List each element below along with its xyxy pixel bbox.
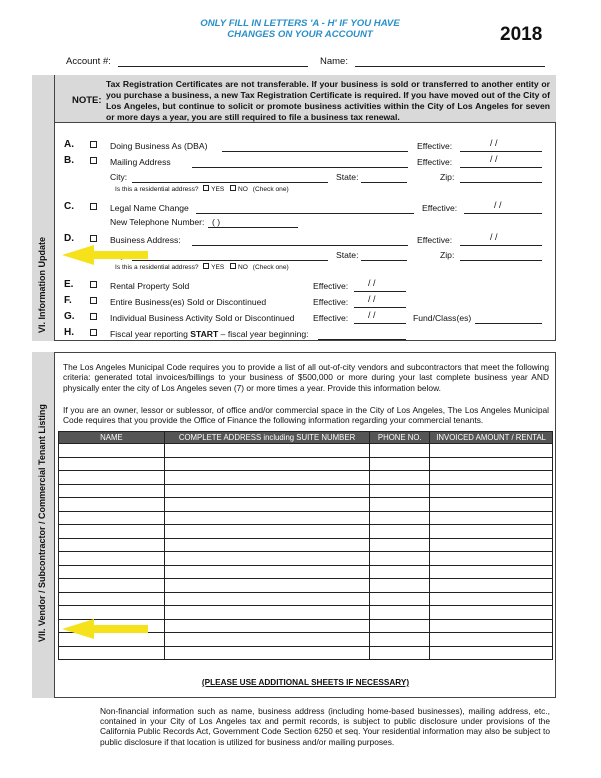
item-d-label: Business Address: <box>110 235 181 245</box>
item-a-date-slashes: / / <box>490 138 498 148</box>
address-cell[interactable] <box>164 444 370 458</box>
name-cell[interactable] <box>59 646 165 660</box>
phone-cell[interactable] <box>370 606 430 620</box>
item-c-checkbox[interactable] <box>90 203 97 210</box>
item-b-effective-field[interactable] <box>460 167 542 168</box>
phone-cell[interactable] <box>370 498 430 512</box>
name-cell[interactable] <box>59 444 165 458</box>
amount-cell[interactable] <box>430 538 553 552</box>
account-label: Account #: <box>66 56 111 67</box>
item-c-letter: C. <box>64 201 74 212</box>
section7-side-label: VII. Vendor / Subcontractor / Commercial Tenant Listing <box>37 404 47 642</box>
name-cell[interactable] <box>59 471 165 485</box>
item-b-state-field[interactable] <box>361 182 407 183</box>
item-d-effective-label: Effective: <box>417 235 453 245</box>
phone-cell[interactable] <box>370 633 430 647</box>
item-c-date-slashes: / / <box>494 200 502 210</box>
section7-paragraph-2: If you are an owner, lessor or sublessor, of office and/or commercial space in the City of Los Angeles, The Los Angeles Municipal Code requires that you provide the Office of Finance the following information regarding your commercial tenants. <box>63 405 549 426</box>
table-row <box>59 498 553 512</box>
address-cell[interactable] <box>164 592 370 606</box>
item-b-letter: B. <box>64 155 74 166</box>
amount-cell[interactable] <box>430 592 553 606</box>
item-b-check-one: (Check one) <box>252 186 289 193</box>
item-h-label-start: START <box>190 329 219 339</box>
header-notice-line1: ONLY FILL IN LETTERS 'A - H' IF YOU HAVE <box>200 18 400 29</box>
item-b-checkbox[interactable] <box>90 157 97 164</box>
column-header-name: NAME <box>59 432 165 444</box>
item-e-checkbox[interactable] <box>90 281 97 288</box>
item-b-zip-field[interactable] <box>460 182 542 183</box>
item-a-effective-label: Effective: <box>417 141 453 151</box>
item-a-checkbox[interactable] <box>90 141 97 148</box>
item-a-label: Doing Business As (DBA) <box>110 141 208 151</box>
name-cell[interactable] <box>59 565 165 579</box>
item-c-phone-field[interactable] <box>208 227 298 228</box>
amount-cell[interactable] <box>430 525 553 539</box>
item-d-residential-question: Is this a residential address? <box>115 264 199 271</box>
phone-cell[interactable] <box>370 592 430 606</box>
phone-cell[interactable] <box>370 552 430 566</box>
amount-cell[interactable] <box>430 606 553 620</box>
header-notice-line2: CHANGES ON YOUR ACCOUNT <box>227 29 373 40</box>
section6-side-label: VI. Information Update <box>37 236 47 333</box>
table-row <box>59 592 553 606</box>
item-g-date-slashes: / / <box>368 310 376 320</box>
address-cell[interactable] <box>164 498 370 512</box>
amount-cell[interactable] <box>430 484 553 498</box>
item-d-state-field[interactable] <box>361 260 407 261</box>
item-b-residential-question: Is this a residential address? <box>115 186 199 193</box>
column-header-address: COMPLETE ADDRESS including SUITE NUMBER <box>164 432 370 444</box>
section6-side-panel <box>32 75 55 341</box>
table-row <box>59 525 553 539</box>
address-cell[interactable] <box>164 619 370 633</box>
item-d-effective-field[interactable] <box>460 245 542 246</box>
address-cell[interactable] <box>164 646 370 660</box>
item-f-effective-field[interactable] <box>354 307 406 308</box>
phone-cell[interactable] <box>370 538 430 552</box>
table-row <box>59 565 553 579</box>
item-b-yes-label: YES <box>211 186 225 193</box>
phone-cell[interactable] <box>370 619 430 633</box>
item-b-field[interactable] <box>192 167 408 168</box>
item-c-effective-label: Effective: <box>422 203 458 213</box>
amount-cell[interactable] <box>430 444 553 458</box>
item-b-no-label: NO <box>238 186 248 193</box>
table-row <box>59 606 553 620</box>
phone-cell[interactable] <box>370 565 430 579</box>
item-g-fund-field[interactable] <box>475 323 542 324</box>
item-d-yes-label: YES <box>211 264 225 271</box>
additional-sheets-text: (PLEASE USE ADDITIONAL SHEETS IF NECESSARY) <box>201 678 410 687</box>
item-g-effective-label: Effective: <box>313 313 349 323</box>
item-f-checkbox[interactable] <box>90 297 97 304</box>
note-label: NOTE: <box>72 95 102 106</box>
additional-sheets-note <box>58 678 553 687</box>
address-cell[interactable] <box>164 633 370 647</box>
item-b-zip-label: Zip: <box>440 172 455 182</box>
item-c-label: Legal Name Change <box>110 203 189 213</box>
item-g-effective-field[interactable] <box>354 323 406 324</box>
phone-cell[interactable] <box>370 646 430 660</box>
address-cell[interactable] <box>164 471 370 485</box>
item-f-label: Entire Business(es) Sold or Discontinued <box>110 297 267 307</box>
table-row <box>59 511 553 525</box>
amount-cell[interactable] <box>430 552 553 566</box>
item-b-city-field[interactable] <box>132 182 328 183</box>
table-row <box>59 646 553 660</box>
address-cell[interactable] <box>164 579 370 593</box>
item-b-label: Mailing Address <box>110 157 171 167</box>
item-h-label <box>110 329 309 339</box>
item-d-checkbox[interactable] <box>90 235 97 242</box>
item-h-field[interactable] <box>318 339 406 340</box>
item-h-label-pre: Fiscal year reporting <box>110 329 191 339</box>
item-f-effective-label: Effective: <box>313 297 349 307</box>
item-h-letter: H. <box>64 327 74 338</box>
amount-cell[interactable] <box>430 471 553 485</box>
address-cell[interactable] <box>164 538 370 552</box>
item-d-date-slashes: / / <box>490 232 498 242</box>
phone-cell[interactable] <box>370 511 430 525</box>
table-row <box>59 552 553 566</box>
column-header-amount: INVOICED AMOUNT / RENTAL <box>430 432 553 444</box>
item-f-date-slashes: / / <box>368 294 376 304</box>
item-d-no-checkbox[interactable] <box>230 263 236 269</box>
item-a-letter: A. <box>64 139 74 150</box>
table-row <box>59 471 553 485</box>
item-h-label-post: – fiscal year beginning: <box>218 329 309 339</box>
item-d-zip-field[interactable] <box>460 260 542 261</box>
address-cell[interactable] <box>164 484 370 498</box>
address-cell[interactable] <box>164 525 370 539</box>
name-field[interactable] <box>355 66 545 67</box>
address-cell[interactable] <box>164 511 370 525</box>
phone-cell[interactable] <box>370 457 430 471</box>
table-row <box>59 579 553 593</box>
phone-cell[interactable] <box>370 525 430 539</box>
header-notice <box>150 18 450 40</box>
note-text: Tax Registration Certificates are not transferable. If your business is sold or transferred to another entity or you purchase a business, a new Tax Registration Certificate is required. If you have moved out of the City of Los Angeles, but continue to solicit or promote business activities within the City of Los Angeles for seven or more days a year, you are still required to file a business tax renewal. <box>106 79 550 122</box>
item-c-phone-label: New Telephone Number: <box>110 217 205 227</box>
item-g-fund-label: Fund/Class(es) <box>413 313 472 323</box>
table-row <box>59 484 553 498</box>
form-year: 2018 <box>500 24 543 45</box>
item-e-effective-field[interactable] <box>354 291 406 292</box>
item-d-letter: D. <box>64 233 74 244</box>
phone-cell[interactable] <box>370 484 430 498</box>
name-cell[interactable] <box>59 457 165 471</box>
item-c-field[interactable] <box>196 213 414 214</box>
item-c-effective-field[interactable] <box>464 213 542 214</box>
item-d-check-one: (Check one) <box>252 264 289 271</box>
phone-cell[interactable] <box>370 471 430 485</box>
yellow-arrow-icon <box>60 618 150 640</box>
item-d-yes-checkbox[interactable] <box>203 263 209 269</box>
section7-side-panel <box>32 352 55 698</box>
name-cell[interactable] <box>59 525 165 539</box>
item-e-effective-label: Effective: <box>313 281 349 291</box>
name-cell[interactable] <box>59 552 165 566</box>
phone-cell[interactable] <box>370 579 430 593</box>
item-d-field[interactable] <box>192 245 408 246</box>
item-a-effective-field[interactable] <box>460 151 542 152</box>
item-d-state-label: State: <box>336 250 359 260</box>
item-e-letter: E. <box>64 279 74 290</box>
item-g-checkbox[interactable] <box>90 313 97 320</box>
item-d-zip-label: Zip: <box>440 250 455 260</box>
amount-cell[interactable] <box>430 565 553 579</box>
item-b-yes-checkbox[interactable] <box>203 185 209 191</box>
table-row <box>59 538 553 552</box>
name-cell[interactable] <box>59 484 165 498</box>
item-b-date-slashes: / / <box>490 154 498 164</box>
name-cell[interactable] <box>59 579 165 593</box>
amount-cell[interactable] <box>430 619 553 633</box>
column-header-phone: PHONE NO. <box>370 432 430 444</box>
address-cell[interactable] <box>164 565 370 579</box>
item-b-effective-label: Effective: <box>417 157 453 167</box>
item-a-field[interactable] <box>222 151 408 152</box>
item-b-city-label: City: <box>110 172 128 182</box>
item-b-no-checkbox[interactable] <box>230 185 236 191</box>
table-row <box>59 457 553 471</box>
name-cell[interactable] <box>59 606 165 620</box>
item-g-letter: G. <box>64 311 75 322</box>
amount-cell[interactable] <box>430 511 553 525</box>
item-b-residential-row <box>115 185 289 193</box>
item-c-phone-paren: ( ) <box>212 217 221 227</box>
name-cell[interactable] <box>59 538 165 552</box>
section7-paragraph-1: The Los Angeles Municipal Code requires you to provide a list of all out-of-city vendors and subcontractors that meet the following criteria: generated total invoices/billings to your business of $500,000 or more during your last complete business year AND physically enter the city of Los Angeles seven (7) or more times a year. Provide this information below. <box>63 362 549 393</box>
name-cell[interactable] <box>59 511 165 525</box>
item-b-state-label: State: <box>336 172 359 182</box>
item-f-letter: F. <box>64 295 72 306</box>
amount-cell[interactable] <box>430 633 553 647</box>
item-e-label: Rental Property Sold <box>110 281 190 291</box>
amount-cell[interactable] <box>430 498 553 512</box>
item-g-label: Individual Business Activity Sold or Discontinued <box>110 313 295 323</box>
item-h-checkbox[interactable] <box>90 329 97 336</box>
item-d-city-field[interactable] <box>132 260 328 261</box>
name-cell[interactable] <box>59 592 165 606</box>
account-field[interactable] <box>118 66 308 67</box>
item-d-no-label: NO <box>238 264 248 271</box>
address-cell[interactable] <box>164 606 370 620</box>
address-cell[interactable] <box>164 457 370 471</box>
phone-cell[interactable] <box>370 444 430 458</box>
yellow-arrow-icon <box>60 244 150 266</box>
address-cell[interactable] <box>164 552 370 566</box>
name-label: Name: <box>320 56 348 67</box>
public-disclosure-footer: Non-financial information such as name, business address (including home-based businesses), mailing address, etc., contained in your City of Los Angeles tax and permit records, is subject to public disclosure under provisions of the California Public Records Act, Government Code Section 6250 et seq. Your residential information may also be subject to public disclosure if that location is utilized for business and/or mailing purposes. <box>100 706 550 747</box>
name-cell[interactable] <box>59 498 165 512</box>
amount-cell[interactable] <box>430 646 553 660</box>
vendor-table-header <box>59 432 553 444</box>
table-row <box>59 444 553 458</box>
amount-cell[interactable] <box>430 457 553 471</box>
item-e-date-slashes: / / <box>368 278 376 288</box>
amount-cell[interactable] <box>430 579 553 593</box>
